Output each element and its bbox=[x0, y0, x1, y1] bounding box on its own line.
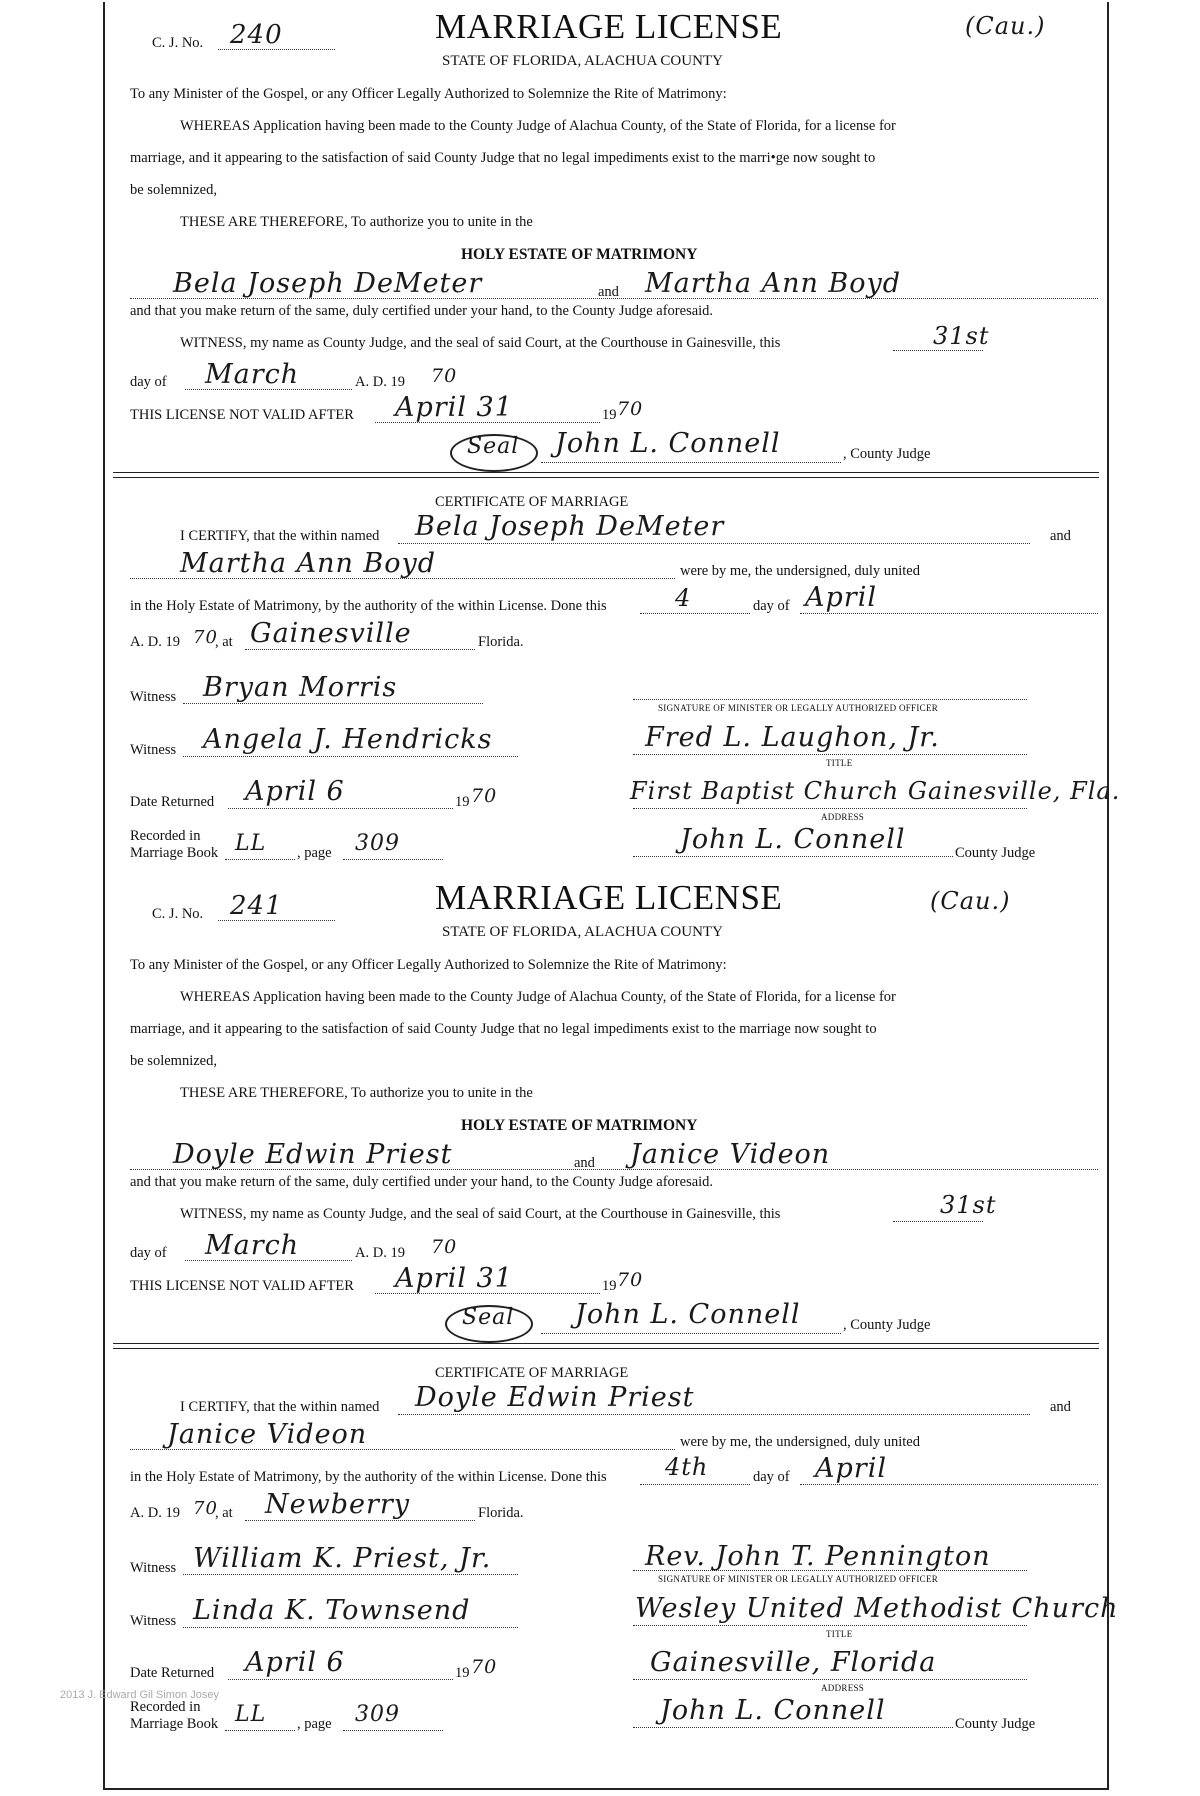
date-returned-year: 70 bbox=[471, 1656, 498, 1678]
certify-line: I CERTIFY, that the within named bbox=[180, 1399, 380, 1415]
not-valid-year-label: 19 bbox=[602, 407, 617, 423]
not-valid-date: April 31 bbox=[395, 392, 513, 423]
at-label: , at bbox=[215, 1505, 233, 1521]
seal-text: Seal bbox=[467, 434, 520, 459]
ad-at-label: A. D. 19 bbox=[130, 1505, 180, 1521]
date-returned-year-label: 19 bbox=[455, 1665, 470, 1681]
cj-number-label: C. J. No. bbox=[152, 906, 204, 922]
bride-name: Janice Videon bbox=[630, 1139, 831, 1170]
whereas-line-2: marriage, and it appearing to the satisfaction of said County Judge that no legal impediments exist to the marriage now sought to bbox=[130, 1021, 877, 1037]
date-returned: April 6 bbox=[245, 1647, 345, 1678]
whereas-line-3: be solemnized, bbox=[130, 182, 217, 198]
section-divider bbox=[113, 472, 1099, 478]
corner-note: (Cau.) bbox=[930, 887, 1011, 915]
recorded-in-label: Recorded in bbox=[130, 1699, 201, 1715]
witness-2-name: Angela J. Hendricks bbox=[203, 724, 493, 755]
address-line: To any Minister of the Gospel, or any Officer Legally Authorized to Solemnize the Rite of Matrimony: bbox=[130, 957, 727, 973]
and-label: and bbox=[598, 284, 619, 300]
witness-statement: WITNESS, my name as County Judge, and the seal of said Court, at the Courthouse in Gainesville, this bbox=[180, 1206, 781, 1222]
certificate-title: CERTIFICATE OF MARRIAGE bbox=[435, 494, 629, 510]
certificate-title: CERTIFICATE OF MARRIAGE bbox=[435, 1365, 629, 1381]
witness-day: 31st bbox=[933, 322, 990, 350]
license-subtitle: STATE OF FLORIDA, ALACHUA COUNTY bbox=[442, 924, 723, 940]
not-valid-label: THIS LICENSE NOT VALID AFTER bbox=[130, 407, 354, 423]
title-caption: TITLE bbox=[826, 1629, 853, 1639]
not-valid-label: THIS LICENSE NOT VALID AFTER bbox=[130, 1278, 354, 1294]
county-judge-label: , County Judge bbox=[843, 446, 931, 462]
day-of-label-2: day of bbox=[753, 598, 790, 614]
page-label: , page bbox=[297, 845, 332, 861]
whereas-line-3: be solemnized, bbox=[130, 1053, 217, 1069]
page-label: , page bbox=[297, 1716, 332, 1732]
whereas-line-1: WHEREAS Application having been made to the County Judge of Alachua County, of the State of Florida, for a license for bbox=[180, 118, 896, 134]
day-of-label: day of bbox=[130, 1245, 167, 1261]
return-line: and that you make return of the same, duly certified under your hand, to the County Judge aforesaid. bbox=[130, 1174, 714, 1190]
judge-signature: John L. Connell bbox=[575, 1299, 801, 1330]
not-valid-year: 70 bbox=[617, 1269, 644, 1291]
witness-2-name: Linda K. Townsend bbox=[193, 1595, 471, 1626]
page-number: 309 bbox=[355, 1702, 400, 1727]
ad-label: A. D. 19 bbox=[355, 374, 405, 390]
done-month: April bbox=[815, 1453, 887, 1484]
address-caption: ADDRESS bbox=[821, 812, 865, 822]
groom-name: Bela Joseph DeMeter bbox=[173, 268, 483, 299]
address-line: To any Minister of the Gospel, or any Officer Legally Authorized to Solemnize the Rite of Matrimony: bbox=[130, 86, 727, 102]
signature-caption: SIGNATURE OF MINISTER OR LEGALLY AUTHORIZED OFFICER bbox=[658, 703, 939, 713]
return-line: and that you make return of the same, duly certified under your hand, to the County Judge aforesaid. bbox=[130, 303, 714, 319]
and-label: and bbox=[574, 1155, 595, 1171]
witness-month: March bbox=[205, 359, 300, 390]
date-returned-label: Date Returned bbox=[130, 794, 215, 810]
holy-estate-line: in the Holy Estate of Matrimony, by the authority of the within License. Done this bbox=[130, 1469, 607, 1485]
document-page bbox=[103, 2, 1121, 1790]
witness-statement: WITNESS, my name as County Judge, and the seal of said Court, at the Courthouse in Gainesville, this bbox=[180, 335, 781, 351]
cj-number: 241 bbox=[230, 891, 283, 921]
marriage-book-label: Marriage Book bbox=[130, 845, 219, 861]
ad-at-year: 70 bbox=[193, 1498, 218, 1519]
date-returned: April 6 bbox=[245, 776, 345, 807]
ad-at-year: 70 bbox=[193, 627, 218, 648]
title-caption: TITLE bbox=[826, 758, 853, 768]
marriage-book: LL bbox=[235, 1702, 267, 1727]
officiant-address: First Baptist Church Gainesville, Fla. bbox=[630, 777, 1121, 805]
recorded-in-label: Recorded in bbox=[130, 828, 201, 844]
license-year: 70 bbox=[431, 365, 458, 387]
minister-signature: Rev. John T. Pennington bbox=[645, 1541, 991, 1572]
done-day: 4th bbox=[665, 1453, 709, 1481]
not-valid-date: April 31 bbox=[395, 1263, 513, 1294]
ad-label: A. D. 19 bbox=[355, 1245, 405, 1261]
done-month: April bbox=[805, 582, 877, 613]
certify-line: I CERTIFY, that the within named bbox=[180, 528, 380, 544]
county-judge-label-2: County Judge bbox=[955, 845, 1036, 861]
address-caption: ADDRESS bbox=[821, 1683, 865, 1693]
license-title: MARRIAGE LICENSE bbox=[435, 7, 783, 46]
done-day: 4 bbox=[675, 584, 692, 612]
page-number: 309 bbox=[355, 831, 400, 856]
certificate-groom: Bela Joseph DeMeter bbox=[415, 511, 725, 542]
license-year: 70 bbox=[431, 1236, 458, 1258]
witness-label-2: Witness bbox=[130, 1613, 177, 1629]
whereas-line-1: WHEREAS Application having been made to the County Judge of Alachua County, of the State of Florida, for a license for bbox=[180, 989, 896, 1005]
certificate-groom: Doyle Edwin Priest bbox=[415, 1382, 695, 1413]
at-label: , at bbox=[215, 634, 233, 650]
holy-estate-heading: HOLY ESTATE OF MATRIMONY bbox=[461, 246, 698, 263]
ceremony-place: Gainesville bbox=[250, 618, 412, 649]
witness-label-1: Witness bbox=[130, 689, 177, 705]
date-returned-year: 70 bbox=[471, 785, 498, 807]
ad-at-label: A. D. 19 bbox=[130, 634, 180, 650]
corner-note: (Cau.) bbox=[965, 12, 1046, 40]
recorder-signature: John L. Connell bbox=[680, 824, 906, 855]
groom-name: Doyle Edwin Priest bbox=[173, 1139, 453, 1170]
bride-name: Martha Ann Boyd bbox=[645, 268, 902, 299]
county-judge-label: , County Judge bbox=[843, 1317, 931, 1333]
certificate-bride: Martha Ann Boyd bbox=[180, 548, 437, 579]
cj-number: 240 bbox=[230, 20, 283, 50]
witness-day: 31st bbox=[940, 1191, 997, 1219]
florida-label: Florida. bbox=[478, 634, 524, 650]
cj-number-label: C. J. No. bbox=[152, 35, 204, 51]
witness-month: March bbox=[205, 1230, 300, 1261]
day-of-label-2: day of bbox=[753, 1469, 790, 1485]
section-divider bbox=[113, 1343, 1099, 1349]
seal-text: Seal bbox=[462, 1305, 515, 1330]
holy-estate-heading: HOLY ESTATE OF MATRIMONY bbox=[461, 1117, 698, 1134]
date-returned-year-label: 19 bbox=[455, 794, 470, 810]
county-judge-label-2: County Judge bbox=[955, 1716, 1036, 1732]
witness-1-name: William K. Priest, Jr. bbox=[193, 1543, 492, 1574]
certificate-bride: Janice Videon bbox=[167, 1419, 368, 1450]
watermark: 2013 J. Edward Gil Simon Josey bbox=[60, 1689, 219, 1701]
officiant-title: Fred L. Laughon, Jr. bbox=[645, 722, 940, 753]
officiant-address: Gainesville, Florida bbox=[650, 1647, 937, 1678]
judge-signature: John L. Connell bbox=[555, 428, 781, 459]
date-returned-label: Date Returned bbox=[130, 1665, 215, 1681]
license-title: MARRIAGE LICENSE bbox=[435, 878, 783, 917]
not-valid-year-label: 19 bbox=[602, 1278, 617, 1294]
officiant-title: Wesley United Methodist Church bbox=[635, 1593, 1119, 1624]
holy-estate-line: in the Holy Estate of Matrimony, by the authority of the within License. Done this bbox=[130, 598, 607, 614]
whereas-line-2: marriage, and it appearing to the satisfaction of said County Judge that no legal impediments exist to the marri•ge now sought to bbox=[130, 150, 876, 166]
florida-label: Florida. bbox=[478, 1505, 524, 1521]
certificate-and: and bbox=[1050, 1399, 1071, 1415]
license-subtitle: STATE OF FLORIDA, ALACHUA COUNTY bbox=[442, 53, 723, 69]
recorder-signature: John L. Connell bbox=[660, 1695, 886, 1726]
day-of-label: day of bbox=[130, 374, 167, 390]
witness-label-2: Witness bbox=[130, 742, 177, 758]
ceremony-place: Newberry bbox=[265, 1489, 411, 1520]
therefore-line: THESE ARE THEREFORE, To authorize you to unite in the bbox=[180, 1085, 533, 1101]
certificate-and: and bbox=[1050, 528, 1071, 544]
were-by-me-line: were by me, the undersigned, duly united bbox=[680, 563, 920, 579]
marriage-book-label: Marriage Book bbox=[130, 1716, 219, 1732]
signature-caption: SIGNATURE OF MINISTER OR LEGALLY AUTHORIZED OFFICER bbox=[658, 1574, 939, 1584]
therefore-line: THESE ARE THEREFORE, To authorize you to unite in the bbox=[180, 214, 533, 230]
not-valid-year: 70 bbox=[617, 398, 644, 420]
marriage-book: LL bbox=[235, 831, 267, 856]
witness-label-1: Witness bbox=[130, 1560, 177, 1576]
were-by-me-line: were by me, the undersigned, duly united bbox=[680, 1434, 920, 1450]
witness-1-name: Bryan Morris bbox=[203, 672, 398, 703]
